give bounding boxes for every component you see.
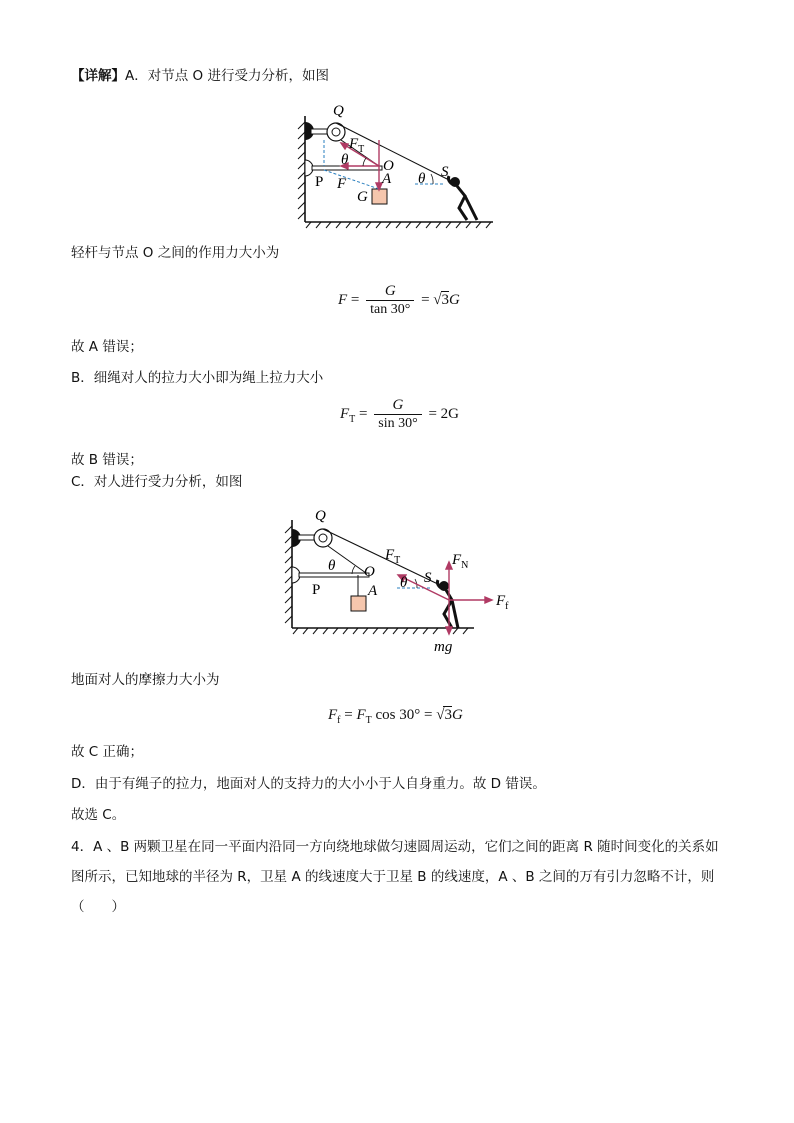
label-fn: $F_N$ [452, 552, 469, 571]
label-theta: θ [328, 558, 336, 574]
label-ft: $F_T$ [349, 136, 365, 155]
label-g: G [357, 189, 368, 205]
label-q: Q [333, 103, 344, 119]
label-a: A [382, 171, 392, 187]
label-p: P [312, 582, 321, 598]
label-ft: $F_T$ [385, 547, 401, 566]
question-4: 4．A 、B 两颗卫星在同一平面内沿同一方向绕地球做匀速圆周运动，它们之间的距离 R 随时间变化的关系如图所示，已知地球的半径为 R，卫星 A 的线速度大于卫星 B 的线速度，A 、B 之间的万有引力忽略不计，则（ ） [71, 839, 719, 915]
detail-a-line [71, 66, 329, 86]
conclusion-a: 故 A 错误； [71, 339, 143, 355]
label-theta: θ [341, 152, 349, 168]
detail-a-text: A．对节点 O 进行受力分析，如图 [125, 68, 329, 84]
d-text: D．由于有绳子的拉力，地面对人的支持力的大小小于人自身重力。故 D 错误。 [71, 776, 546, 792]
equation-friction: $F_f = F_T$ cos 30° = √3G [328, 707, 463, 726]
conclusion-c: 故 C 正确； [71, 744, 144, 760]
equation-rod-force: F = $\frac{G}{\tan 30^\circ}$ = √3G [338, 283, 460, 317]
label-s: S [441, 164, 449, 180]
label-theta-2: θ [418, 171, 426, 187]
friction-text: 地面对人的摩擦力大小为 [71, 672, 220, 688]
figure-node-o-force-analysis [295, 100, 495, 230]
label-ff: $F_f$ [496, 593, 509, 612]
answer: 故选 C。 [71, 807, 126, 823]
label-s: S [424, 570, 432, 586]
rod-force-line: 轻杆与节点 O 之间的作用力大小为 [71, 245, 280, 261]
label-a: A [368, 583, 378, 599]
label-f: F [337, 176, 347, 192]
equation-rope-tension: $F_T$ = $\frac{G}{\sin 30^\circ}$ = 2G [340, 397, 459, 431]
figure-person-force-analysis [282, 504, 522, 656]
conclusion-b: 故 B 错误； [71, 452, 143, 468]
label-p: P [315, 174, 324, 190]
detail-prefix: 【详解】 [71, 68, 125, 84]
label-o: O [383, 158, 394, 174]
label-q: Q [315, 508, 326, 524]
c-text: C．对人进行受力分析，如图 [71, 474, 243, 490]
label-mg: mg [434, 639, 453, 655]
label-theta-2: θ [400, 575, 408, 591]
label-o: O [364, 564, 375, 580]
b-text: B．细绳对人的拉力大小即为绳上拉力大小 [71, 370, 324, 386]
